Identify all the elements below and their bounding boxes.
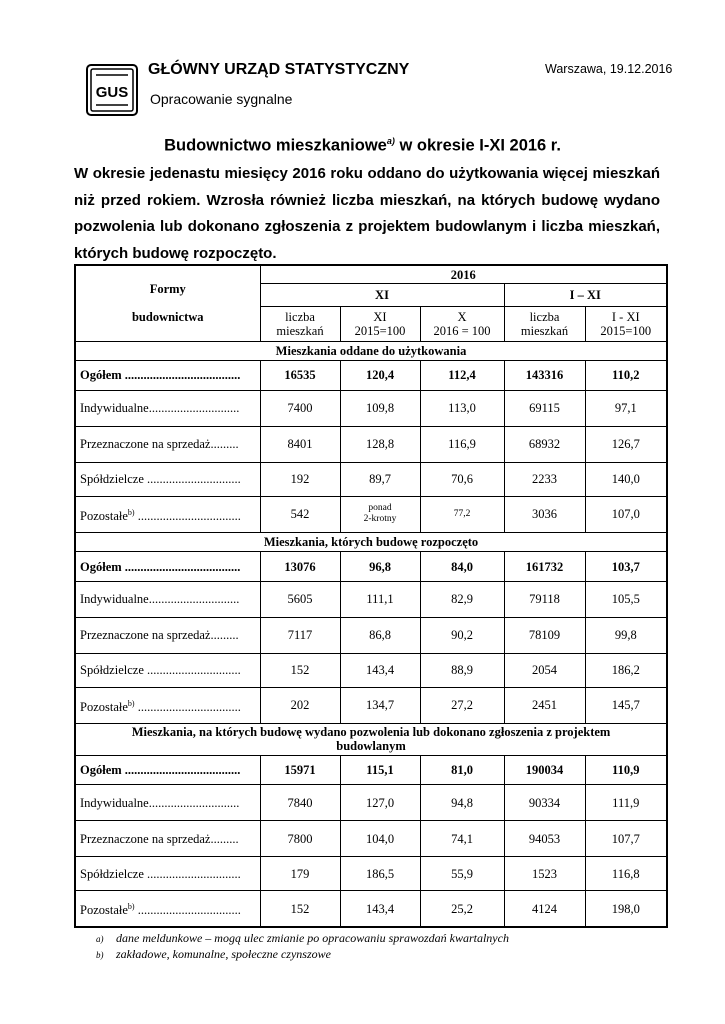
header-col1: liczba mieszkań xyxy=(260,306,340,341)
table-cell: 145,7 xyxy=(585,687,667,723)
row-label: Indywidualne............................. xyxy=(75,785,260,821)
table-cell: 110,2 xyxy=(585,361,667,391)
table-cell: 116,9 xyxy=(420,426,504,462)
row-label: Indywidualne............................. xyxy=(75,390,260,426)
table-row xyxy=(75,390,667,426)
header-col2: XI 2015=100 xyxy=(340,306,420,341)
section-header xyxy=(75,341,667,361)
logo-text: GUS xyxy=(95,84,129,101)
section-title: Mieszkania, których budowę rozpoczęto xyxy=(75,532,667,552)
table-cell: 110,9 xyxy=(585,755,667,785)
table-cell: 81,0 xyxy=(420,755,504,785)
table-cell: 7800 xyxy=(260,821,340,857)
table-cell: 112,4 xyxy=(420,361,504,391)
table-cell: 2233 xyxy=(504,462,585,496)
table-row xyxy=(75,462,667,496)
footnote-b: b) zakładowe, komunalne, społeczne czynszowe xyxy=(96,947,331,961)
row-label: Ogółem ..................................... xyxy=(75,755,260,785)
table-cell: 13076 xyxy=(260,552,340,582)
intro-paragraph xyxy=(74,161,660,267)
header-period-i-xi: I – XI xyxy=(504,284,667,307)
table-cell: 111,1 xyxy=(340,582,420,618)
header-forms-line2: budownictwa xyxy=(131,310,204,325)
table-cell: 113,0 xyxy=(420,390,504,426)
table-row xyxy=(75,361,667,391)
header-year: 2016 xyxy=(260,265,667,284)
table-cell: 140,0 xyxy=(585,462,667,496)
header-col3: X 2016 = 100 xyxy=(420,306,504,341)
table-cell: 2451 xyxy=(504,687,585,723)
table-cell: 105,5 xyxy=(585,582,667,618)
table-cell: 107,7 xyxy=(585,821,667,857)
table-cell: 3036 xyxy=(504,496,585,532)
header-month-xi: XI xyxy=(260,284,504,307)
table-cell: 143,4 xyxy=(340,653,420,687)
table-cell: 99,8 xyxy=(585,617,667,653)
row-label: Przeznaczone na sprzedaż......... xyxy=(75,617,260,653)
table-cell: 27,2 xyxy=(420,687,504,723)
table-cell: 109,8 xyxy=(340,390,420,426)
table-cell: 186,2 xyxy=(585,653,667,687)
table-cell: 90,2 xyxy=(420,617,504,653)
table-cell: 77,2 xyxy=(420,496,504,532)
table-cell: 143316 xyxy=(504,361,585,391)
table-cell: 70,6 xyxy=(420,462,504,496)
row-label: Indywidualne............................. xyxy=(75,582,260,618)
table-cell: 94053 xyxy=(504,821,585,857)
table-cell: 103,7 xyxy=(585,552,667,582)
table-cell: 5605 xyxy=(260,582,340,618)
header-col4: liczba mieszkań xyxy=(504,306,585,341)
table-row xyxy=(75,552,667,582)
table-cell: 542 xyxy=(260,496,340,532)
table-cell: 202 xyxy=(260,687,340,723)
table-cell: ponad 2-krotny xyxy=(340,496,420,532)
header-col5: I - XI 2015=100 xyxy=(585,306,667,341)
table-cell: 104,0 xyxy=(340,821,420,857)
footnote-a: a) dane meldunkowe – mogą ulec zmianie po opracowaniu sprawozdań kwartalnych xyxy=(96,931,509,945)
table-row xyxy=(75,582,667,618)
row-label: Spółdzielcze .............................. xyxy=(75,653,260,687)
table-cell: 7840 xyxy=(260,785,340,821)
table-row xyxy=(75,426,667,462)
section-title: Mieszkania, na których budowę wydano pozwolenia lub dokonano zgłoszenia z projektem budowlanym xyxy=(75,723,667,755)
table-cell: 143,4 xyxy=(340,891,420,927)
section-header xyxy=(75,532,667,552)
table-cell: 161732 xyxy=(504,552,585,582)
page-title xyxy=(0,136,725,156)
table-cell: 55,9 xyxy=(420,857,504,891)
table-cell: 8401 xyxy=(260,426,340,462)
title-main: Budownictwo mieszkaniowe xyxy=(164,136,387,155)
table-cell: 179 xyxy=(260,857,340,891)
row-label: Przeznaczone na sprzedaż......... xyxy=(75,426,260,462)
section-header xyxy=(75,723,667,755)
table-cell: 90334 xyxy=(504,785,585,821)
table-row xyxy=(75,785,667,821)
row-label: Przeznaczone na sprzedaż......... xyxy=(75,821,260,857)
table-cell: 78109 xyxy=(504,617,585,653)
title-rest: w okresie I-XI 2016 r. xyxy=(394,136,561,155)
table-cell: 86,8 xyxy=(340,617,420,653)
table-cell: 79118 xyxy=(504,582,585,618)
table-row xyxy=(75,617,667,653)
table-row xyxy=(75,687,667,723)
table-row xyxy=(75,496,667,532)
table-cell: 96,8 xyxy=(340,552,420,582)
table-cell: 186,5 xyxy=(340,857,420,891)
table-cell: 7117 xyxy=(260,617,340,653)
row-label: Pozostałe$^{b)}$ ................................. xyxy=(75,496,260,532)
title-footnote-ref: a) xyxy=(386,136,395,146)
table-cell: 107,0 xyxy=(585,496,667,532)
table-cell: 127,0 xyxy=(340,785,420,821)
housing-table xyxy=(74,264,668,928)
row-label: Pozostałe$^{b)}$ ................................. xyxy=(75,891,260,927)
table-cell: 2054 xyxy=(504,653,585,687)
table-row xyxy=(75,653,667,687)
table-cell: 126,7 xyxy=(585,426,667,462)
intro-text: W okresie jedenastu miesięcy 2016 roku oddano do użytkowania więcej mieszkań niż przed rokiem. Wzrosła również liczba mieszkań, na których budowę wydano pozwolenia lub dokonano zgłoszenia z projektem budowlanym i liczba mieszkań, których budowę rozpoczęto. xyxy=(74,165,660,262)
table-cell: 69115 xyxy=(504,390,585,426)
table-cell: 190034 xyxy=(504,755,585,785)
table-cell: 152 xyxy=(260,891,340,927)
footnotes xyxy=(96,931,509,963)
table-cell: 89,7 xyxy=(340,462,420,496)
table-cell: 116,8 xyxy=(585,857,667,891)
gus-logo xyxy=(86,64,138,116)
table-cell: 1523 xyxy=(504,857,585,891)
table-cell: 115,1 xyxy=(340,755,420,785)
table-cell: 4124 xyxy=(504,891,585,927)
table-cell: 111,9 xyxy=(585,785,667,821)
table-row xyxy=(75,891,667,927)
table-cell: 152 xyxy=(260,653,340,687)
table-cell: 7400 xyxy=(260,390,340,426)
table-cell: 82,9 xyxy=(420,582,504,618)
table-cell: 97,1 xyxy=(585,390,667,426)
header-forms-line1: Formy xyxy=(149,282,186,297)
table-cell: 192 xyxy=(260,462,340,496)
row-label: Spółdzielcze .............................. xyxy=(75,462,260,496)
table-cell: 198,0 xyxy=(585,891,667,927)
table-cell: 68932 xyxy=(504,426,585,462)
row-label: Ogółem ..................................... xyxy=(75,552,260,582)
table-cell: 128,8 xyxy=(340,426,420,462)
document-subtitle: Opracowanie sygnalne xyxy=(150,91,293,107)
row-label: Spółdzielcze .............................. xyxy=(75,857,260,891)
table-row xyxy=(75,857,667,891)
document-date: Warszawa, 19.12.2016 xyxy=(545,62,673,76)
table-row xyxy=(75,755,667,785)
section-title: Mieszkania oddane do użytkowania xyxy=(75,341,667,361)
table-cell: 88,9 xyxy=(420,653,504,687)
header-forms xyxy=(75,265,260,341)
organization-name: GŁÓWNY URZĄD STATYSTYCZNY xyxy=(148,61,410,78)
table-cell: 120,4 xyxy=(340,361,420,391)
table-row xyxy=(75,821,667,857)
table-cell: 16535 xyxy=(260,361,340,391)
table-cell: 94,8 xyxy=(420,785,504,821)
table-cell: 25,2 xyxy=(420,891,504,927)
row-label: Pozostałe$^{b)}$ ................................. xyxy=(75,687,260,723)
row-label: Ogółem ..................................... xyxy=(75,361,260,391)
table-cell: 84,0 xyxy=(420,552,504,582)
table-cell: 15971 xyxy=(260,755,340,785)
table-cell: 134,7 xyxy=(340,687,420,723)
table-cell: 74,1 xyxy=(420,821,504,857)
